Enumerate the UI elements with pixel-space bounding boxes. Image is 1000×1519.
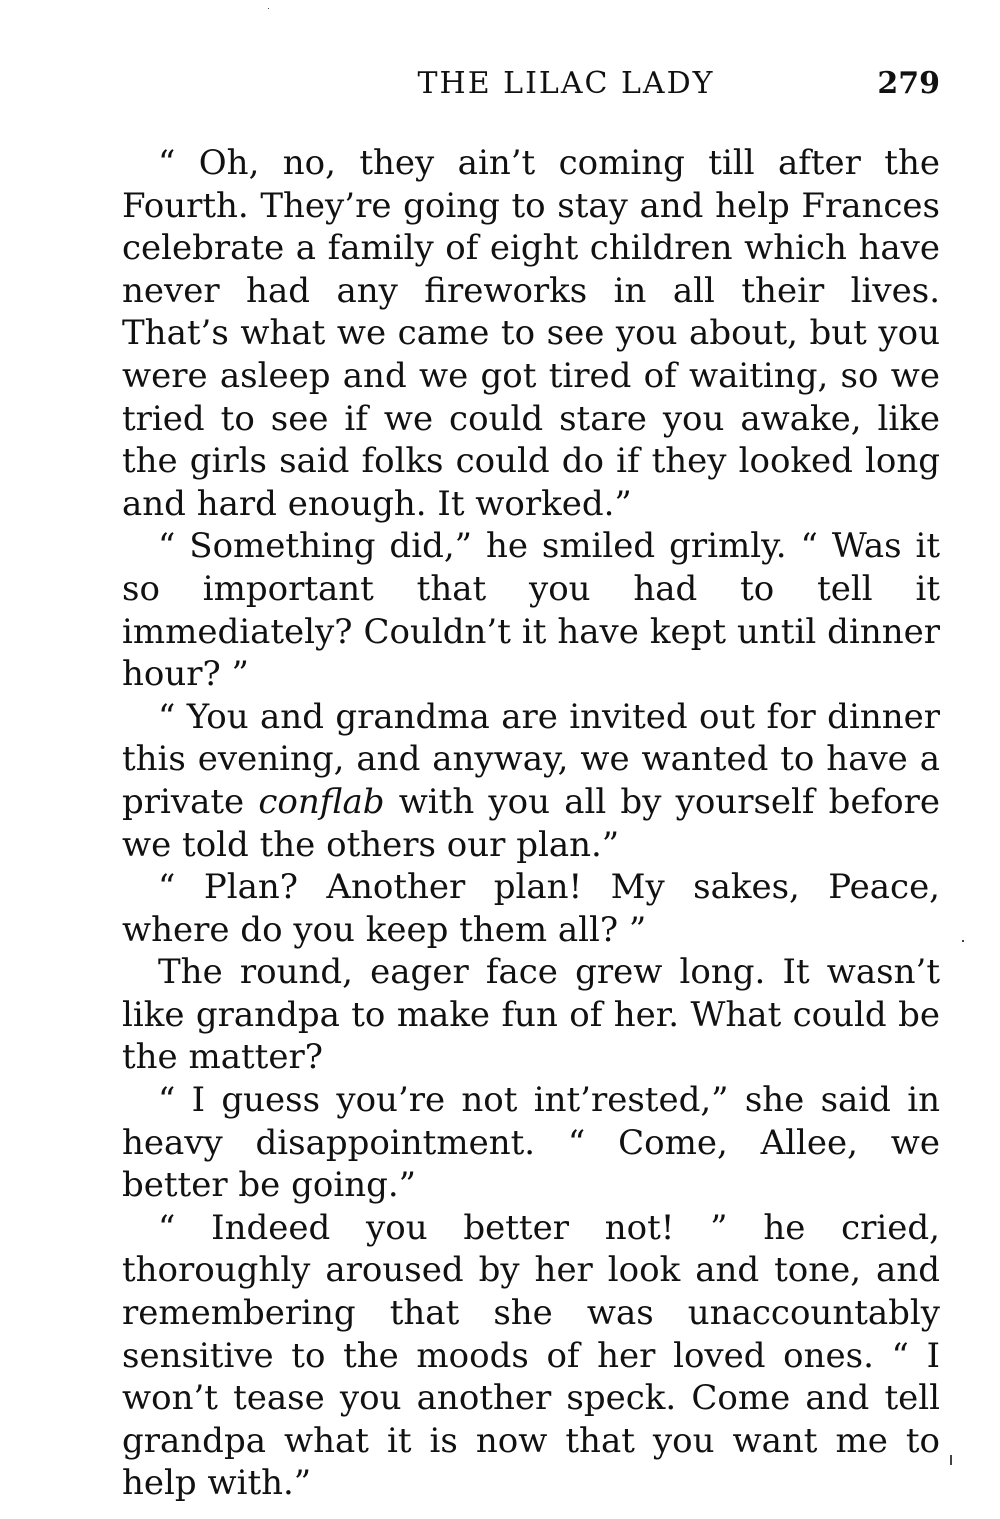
page-number: 279 — [877, 66, 940, 101]
paragraph-4: “ Plan? Another plan! My sakes, Peace, where do you keep them all? ” — [122, 867, 940, 950]
italic-word-conflab: conflab — [258, 781, 385, 822]
paragraph-3 — [122, 696, 940, 866]
scan-speck — [268, 8, 269, 9]
scan-speck — [962, 940, 964, 942]
running-head — [122, 66, 940, 106]
paragraph-3-text-before: “ You and grandma are invited out for dinner this evening, and anyway, we wanted to have a private — [122, 696, 940, 822]
paragraph-7: “ Indeed you better not! ” he cried, thoroughly aroused by her look and tone, and remembering that she was unaccountably sensitive to the moods of her loved ones. “ I won’t tease you another speck. Come and tell grandpa what it is now that you want me to help with.” — [122, 1207, 940, 1504]
paragraph-6: “ I guess you’re not int’rested,” she said in heavy disappointment. “ Come, Allee, we better be going.” — [122, 1080, 940, 1206]
running-title: THE LILAC LADY — [417, 66, 715, 101]
paragraph-2: “ Something did,” he smiled grimly. “ Was it so important that you had to tell it immediately? Couldn’t it have kept until dinner hour? ” — [122, 526, 940, 695]
body-text — [122, 142, 940, 1505]
paragraph-1: “ Oh, no, they ain’t coming till after the Fourth. They’re going to stay and help Frances celebrate a family of eight children which have never had any fireworks in all their lives. That’s what we came to see you about, but you were asleep and we got tired of waiting, so we tried to see if we could stare you awake, like the girls said folks could do if they looked long and hard enough. It worked.” — [122, 143, 940, 524]
scan-speck — [950, 1455, 952, 1465]
paragraph-5: The round, eager face grew long. It wasn’t like grandpa to make fun of her. What could be the matter? — [122, 952, 940, 1078]
paragraph-3-text-after: with you all by yourself before we told the others our plan.” — [122, 781, 940, 865]
